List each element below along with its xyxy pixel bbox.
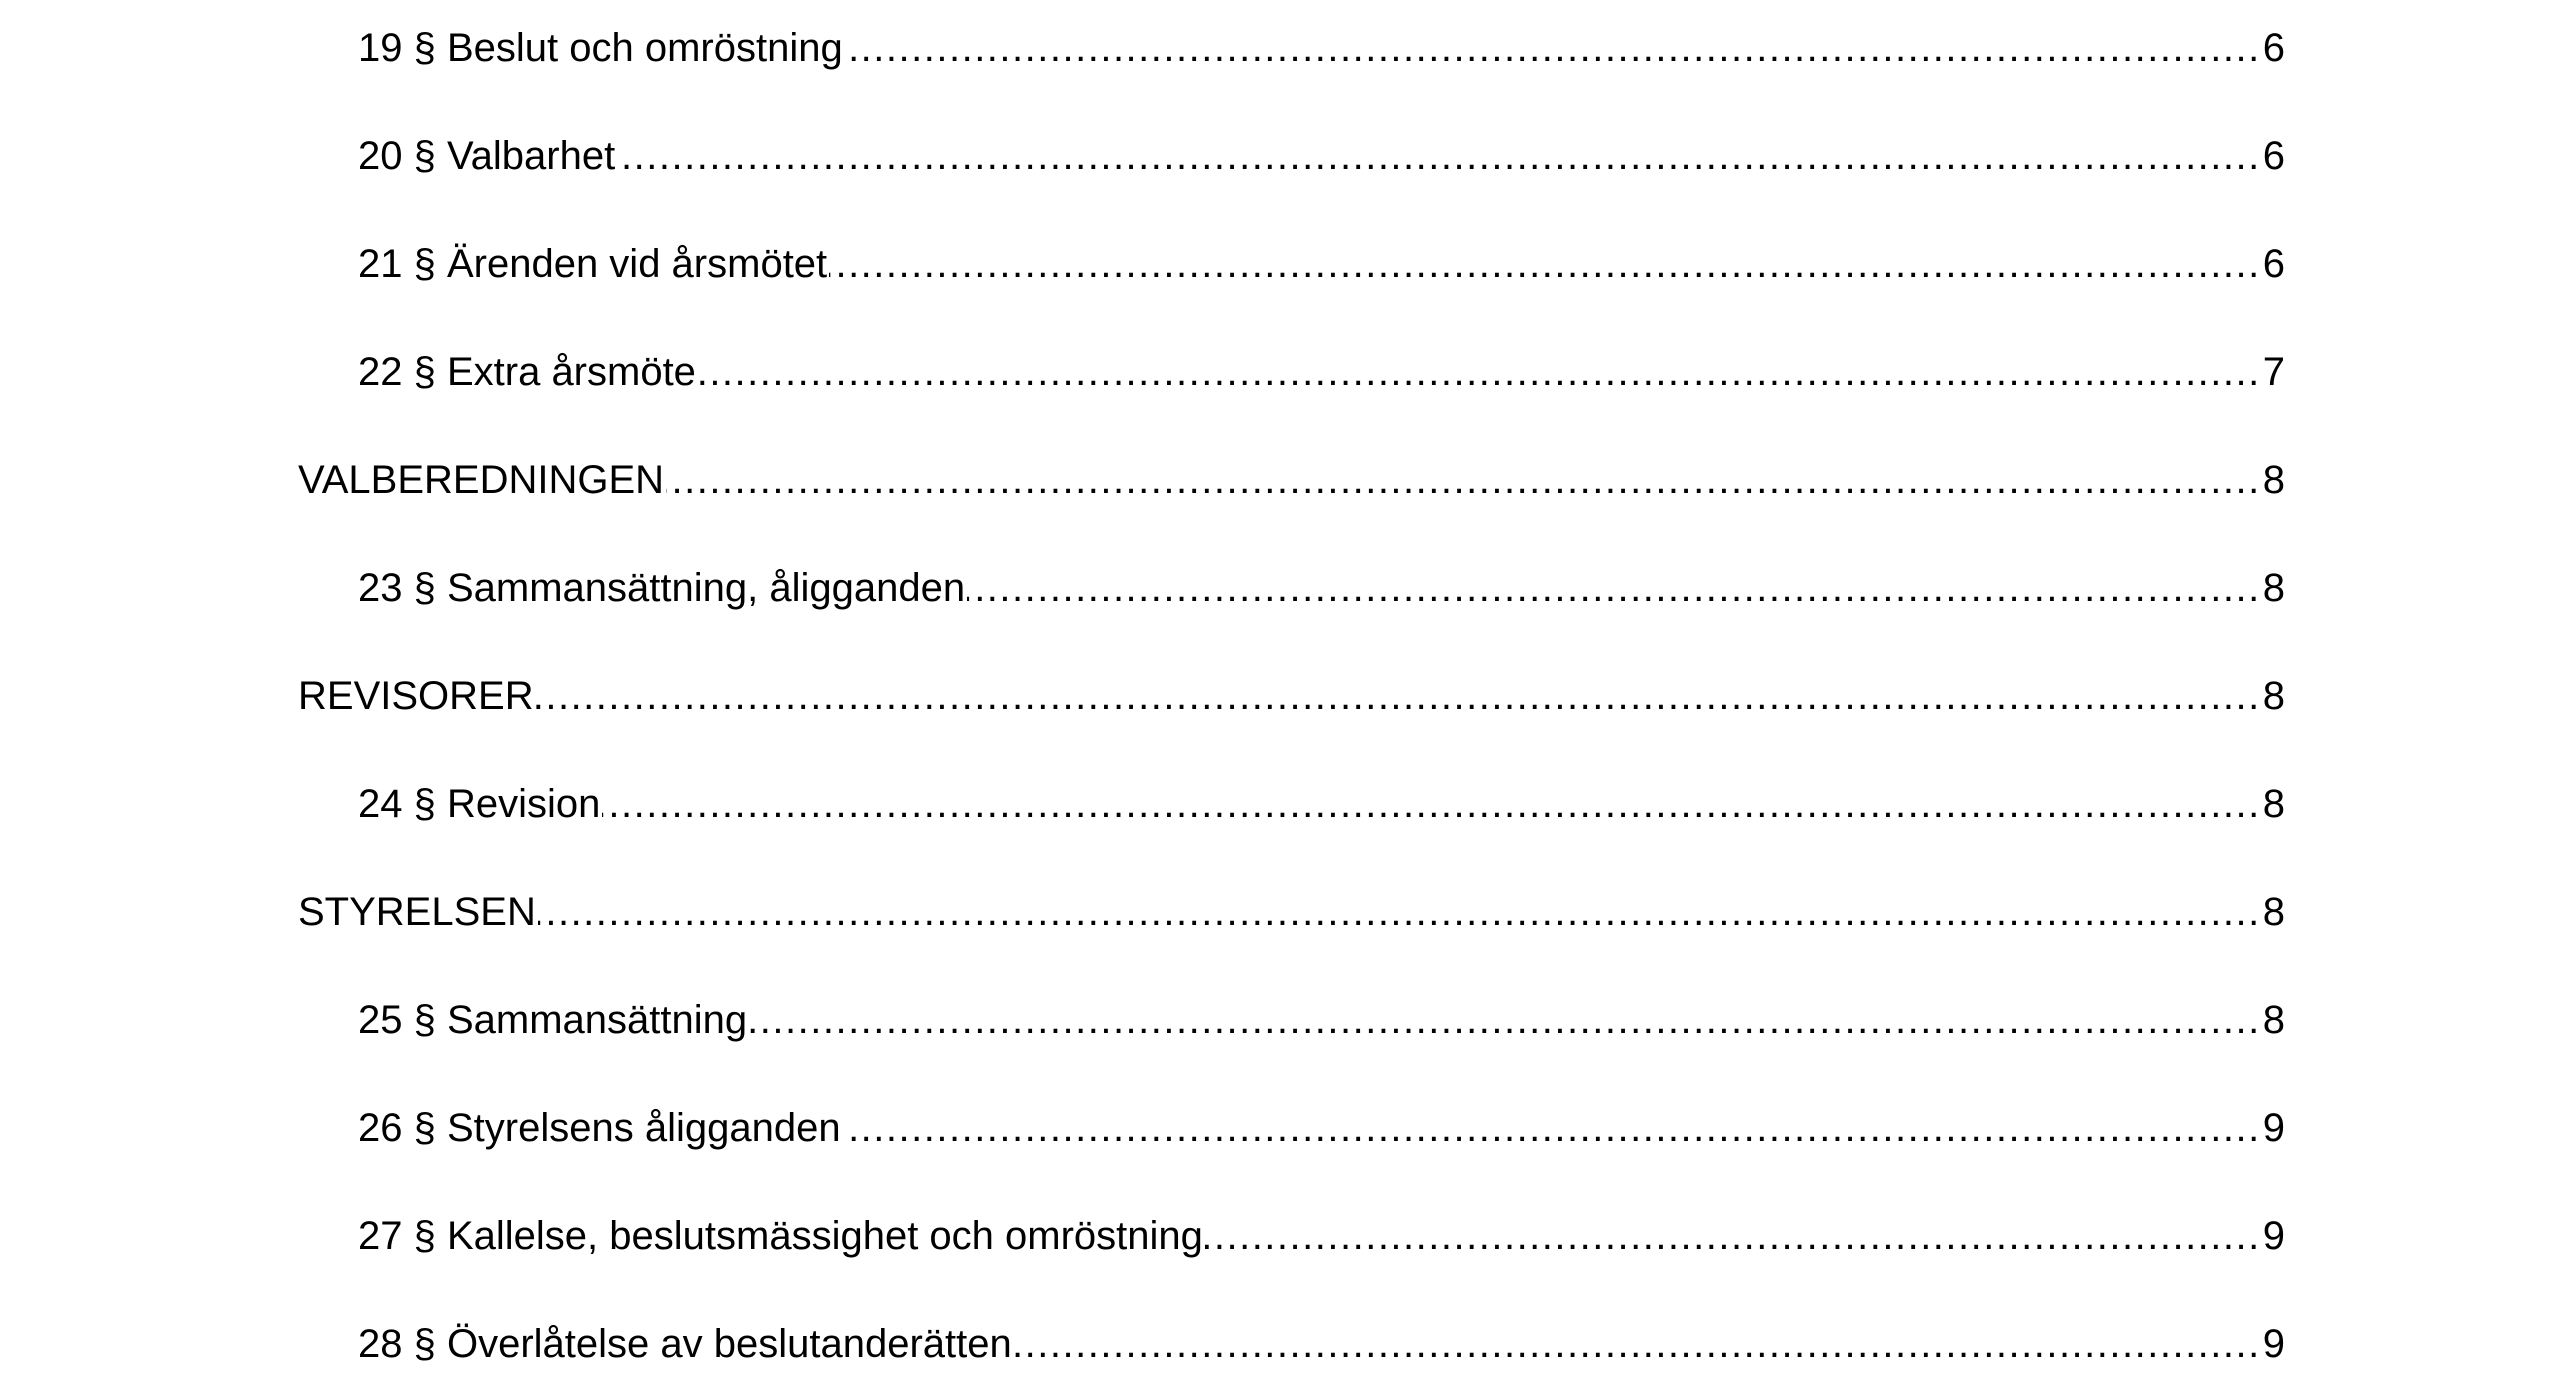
dot-leader xyxy=(538,882,2261,942)
dot-leader xyxy=(536,666,2261,726)
toc-entry-title: 20 § Valbarhet xyxy=(358,134,616,178)
toc-entry-page: 6 xyxy=(2262,242,2285,286)
toc-section-styrelsen[interactable] xyxy=(298,882,2285,942)
toc-entry-page: 9 xyxy=(2262,1214,2285,1258)
toc-entry-24[interactable] xyxy=(358,774,2285,834)
toc-entry-title: 21 § Ärenden vid årsmötet xyxy=(358,242,828,286)
toc-entry-26[interactable] xyxy=(358,1098,2285,1158)
toc-entry-page: 8 xyxy=(2262,998,2285,1042)
toc-section-title: REVISORER xyxy=(298,674,534,718)
toc-entry-title: 22 § Extra årsmöte xyxy=(358,350,696,394)
toc-entry-page: 6 xyxy=(2262,134,2285,178)
toc-entry-page: 8 xyxy=(2262,566,2285,610)
toc-entry-title: 26 § Styrelsens åligganden xyxy=(358,1106,841,1150)
toc-entry-25[interactable] xyxy=(358,990,2285,1050)
dot-leader xyxy=(845,18,2261,78)
toc-entry-page: 9 xyxy=(2262,1322,2285,1366)
dot-leader xyxy=(749,990,2261,1050)
toc-entry-page: 8 xyxy=(2262,458,2285,502)
dot-leader xyxy=(698,342,2261,402)
toc-entry-title: 25 § Sammansättning xyxy=(358,998,748,1042)
dot-leader xyxy=(829,234,2261,294)
dot-leader xyxy=(1205,1206,2261,1266)
toc-section-title: STYRELSEN xyxy=(298,890,536,934)
dot-leader xyxy=(602,774,2260,834)
toc-section-valberedningen[interactable] xyxy=(298,450,2285,510)
toc-entry-page: 9 xyxy=(2262,1106,2285,1150)
toc-entry-page: 7 xyxy=(2262,350,2285,394)
toc-entry-20[interactable] xyxy=(358,126,2285,186)
toc-entry-22[interactable] xyxy=(358,342,2285,402)
dot-leader xyxy=(843,1098,2261,1158)
toc-entry-19[interactable] xyxy=(358,18,2285,78)
toc-entry-page: 8 xyxy=(2262,890,2285,934)
dot-leader xyxy=(1014,1314,2261,1374)
toc-entry-title: 23 § Sammansättning, åligganden xyxy=(358,566,966,610)
toc-entry-title: 19 § Beslut och omröstning xyxy=(358,26,843,70)
toc-section-title: VALBEREDNINGEN xyxy=(298,458,665,502)
toc-entry-title: 28 § Överlåtelse av beslutanderätten xyxy=(358,1322,1012,1366)
dot-leader xyxy=(617,126,2261,186)
toc-section-revisorer[interactable] xyxy=(298,666,2285,726)
toc-entry-23[interactable] xyxy=(358,558,2285,618)
toc-entry-page: 8 xyxy=(2262,674,2285,718)
dot-leader xyxy=(967,558,2261,618)
toc-entry-27[interactable] xyxy=(358,1206,2285,1266)
toc-entry-title: 27 § Kallelse, beslutsmässighet och omröstning xyxy=(358,1214,1203,1258)
dot-leader xyxy=(666,450,2261,510)
toc-entry-page: 8 xyxy=(2262,782,2285,826)
toc-entry-title: 24 § Revision xyxy=(358,782,601,826)
toc-entry-page: 6 xyxy=(2262,26,2285,70)
toc-entry-28[interactable] xyxy=(358,1314,2285,1374)
toc-entry-21[interactable] xyxy=(358,234,2285,294)
